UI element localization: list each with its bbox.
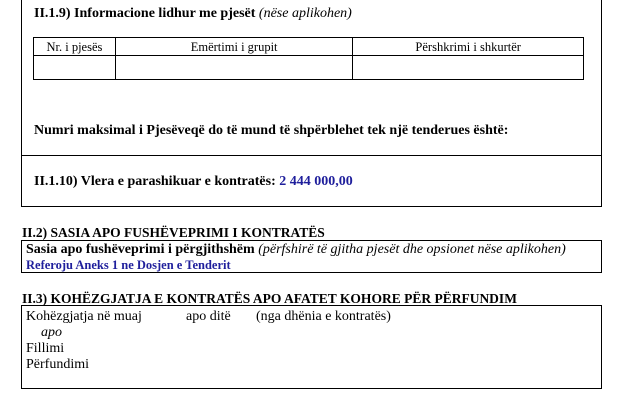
col-header-part-number: Nr. i pjesës xyxy=(34,38,116,56)
table-row xyxy=(34,56,584,80)
section-12-line xyxy=(26,242,566,258)
duration-label: Kohëzgjatja në muaj xyxy=(26,309,142,324)
col-header-group-name: Emërtimi i grupit xyxy=(115,38,353,56)
or-days-label: apo ditë xyxy=(186,309,231,324)
section-1110-line xyxy=(34,174,353,190)
contract-value: 2 444 000,00 xyxy=(279,174,353,189)
end-label: Përfundimi xyxy=(26,357,89,372)
section-119-heading-bold: II.1.9) Informacione lidhur me pjesët xyxy=(34,6,256,21)
scope-label: Sasia apo fushëveprimi i përgjithshëm xyxy=(26,242,255,257)
scope-reference: Referoju Aneks 1 ne Dosjen e Tenderit xyxy=(26,258,231,272)
section-119-heading xyxy=(34,6,352,22)
scope-note: (përfshirë të gjitha pjesët dhe opsionet nëse aplikohen) xyxy=(258,242,566,257)
start-label: Fillimi xyxy=(26,341,65,356)
max-parts-text: Numri maksimal i Pjesëveqë do të mund të shpërblehet tek një tenderues është: xyxy=(34,123,509,138)
parts-table-header-row xyxy=(34,38,584,56)
or-label: apo xyxy=(41,325,62,340)
section-119-heading-italic: (nëse aplikohen) xyxy=(258,6,352,21)
from-award-label: (nga dhënia e kontratës) xyxy=(256,309,391,324)
table-cell[interactable] xyxy=(34,56,116,80)
table-cell[interactable] xyxy=(353,56,584,80)
section-13-heading: II.3) KOHËZGJATJA E KONTRATËS APO AFATET KOHORE PËR PËRFUNDIM xyxy=(22,291,517,306)
contract-value-label: II.1.10) Vlera e parashikuar e kontratës: xyxy=(34,174,276,189)
col-header-short-description: Përshkrimi i shkurtër xyxy=(353,38,584,56)
parts-table xyxy=(33,37,584,80)
table-cell[interactable] xyxy=(115,56,353,80)
section-12-heading: II.2) SASIA APO FUSHËVEPRIMI I KONTRATËS xyxy=(22,225,325,240)
